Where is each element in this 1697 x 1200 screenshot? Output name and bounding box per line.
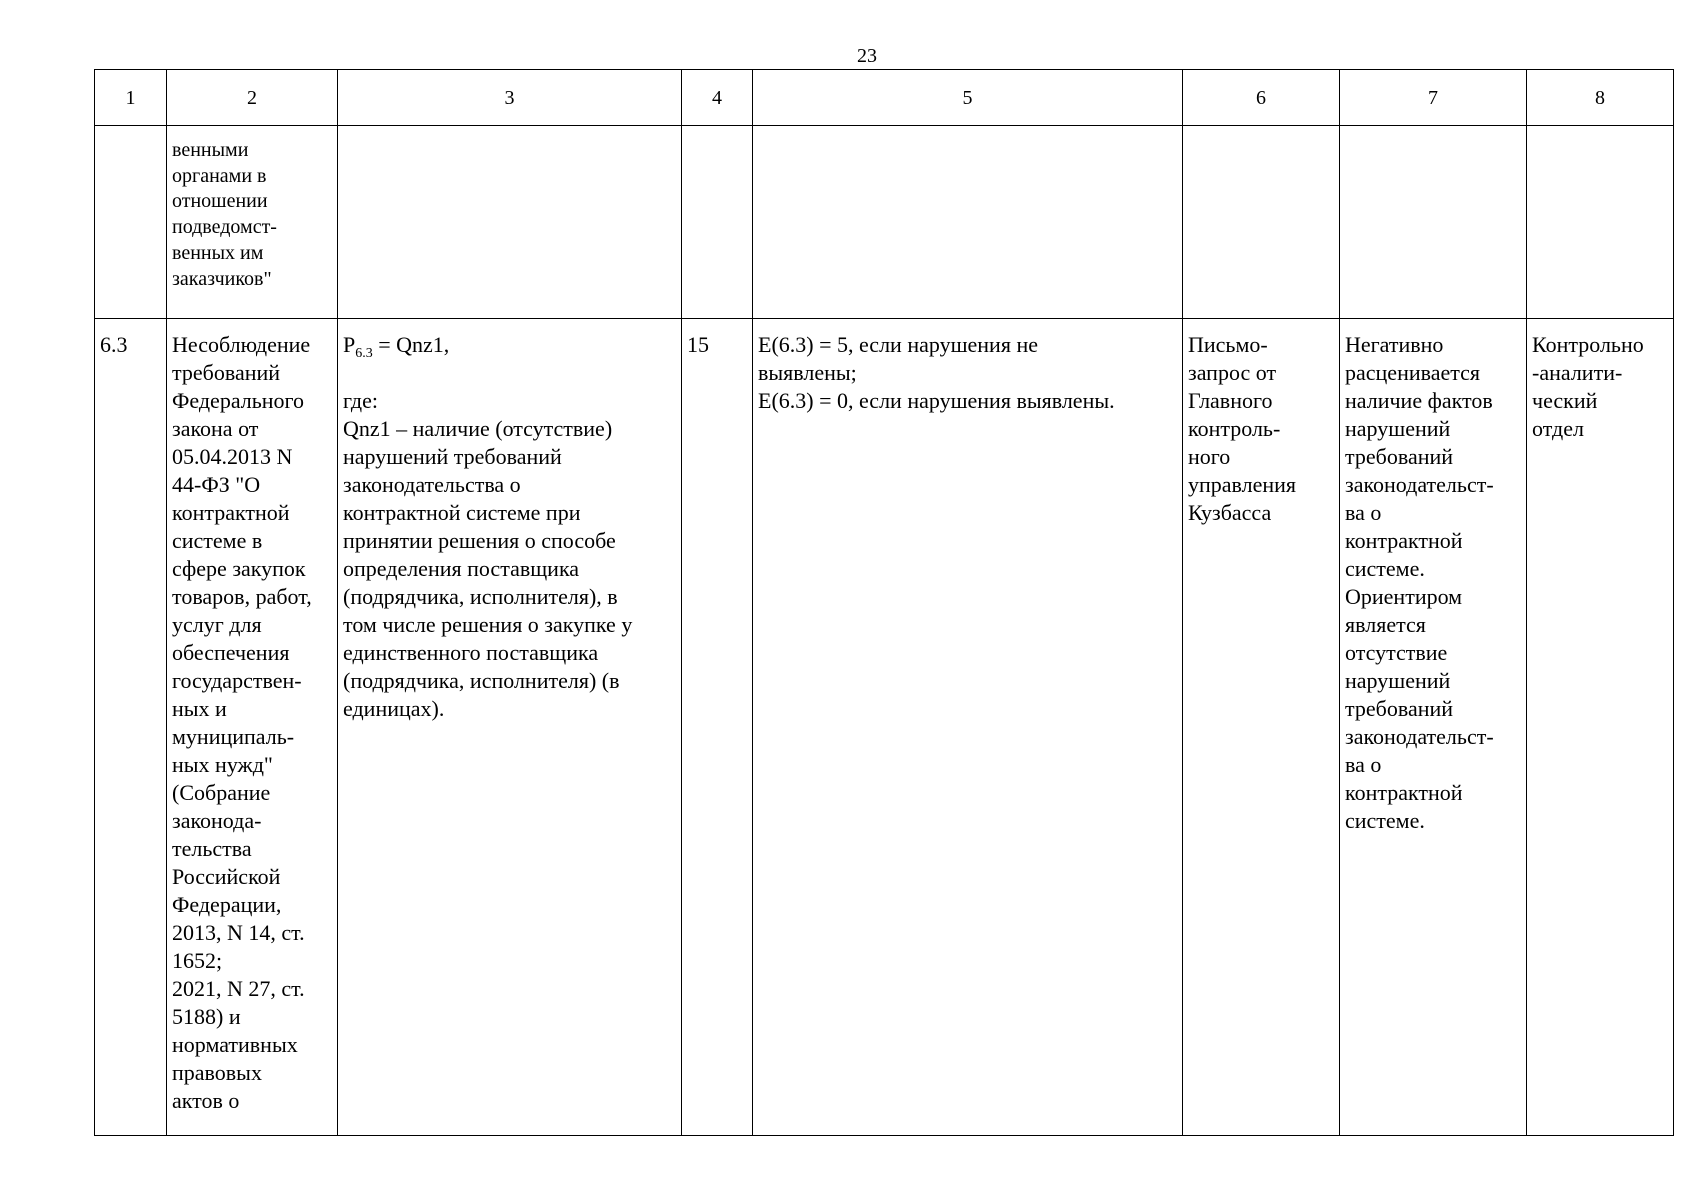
source-cell: Письмо- запрос от Главного контроль- ного управления Кузбасса <box>1183 319 1340 1136</box>
column-header: 6 <box>1183 70 1340 126</box>
responsible-cell: Контрольно -аналити- ческий отдел <box>1527 319 1674 1136</box>
column-header: 4 <box>682 70 753 126</box>
table-cell <box>95 126 167 319</box>
weight-cell: 15 <box>682 319 753 1136</box>
evaluation-cell: E(6.3) = 5, если нарушения не выявлены; E(6.3) = 0, если нарушения выявлены. <box>753 319 1183 1136</box>
table-row-6-3 <box>95 319 1674 1136</box>
table-cell <box>338 126 682 319</box>
table-cell-description-continued: венными органами в отношении подведомст- венных им заказчиков" <box>167 126 338 319</box>
column-header: 7 <box>1340 70 1527 126</box>
table-cell <box>1183 126 1340 319</box>
formula-variable: P <box>343 332 356 357</box>
page-number: 23 <box>857 45 877 67</box>
table-cell <box>1340 126 1527 319</box>
table-cell <box>682 126 753 319</box>
column-header: 5 <box>753 70 1183 126</box>
table-cell <box>1527 126 1674 319</box>
formula-cell <box>338 319 682 1136</box>
formula-subscript: 6.3 <box>355 346 373 361</box>
table-cell <box>753 126 1183 319</box>
table-row-continuation <box>95 126 1674 319</box>
column-header-row <box>95 70 1674 126</box>
formula-expression: = Qnz1, <box>372 332 450 357</box>
column-header: 1 <box>95 70 167 126</box>
formula-explanation: где: Qnz1 – наличие (отсутствие) нарушений требований законодательства о контрактной системе при принятии решения о способе определения поставщика (подрядчика, исполнителя), в том числе решения о закупке у единственного поставщика (подрядчика, исполнителя) (в единицах). <box>343 388 633 721</box>
indicator-table <box>94 69 1674 1136</box>
row-number-cell: 6.3 <box>95 319 167 1136</box>
column-header: 2 <box>167 70 338 126</box>
indicator-description-cell: Несоблюдение требований Федерального закона от 05.04.2013 N 44-ФЗ "О контрактной системе в сфере закупок товаров, работ, услуг для обеспечения государствен- ных и муниципаль- ных нужд" (Собрание законода- тельства Российской Федерации, 2013, N 14, ст. 1652; 2021, N 27, ст. 5188) и нормативных правовых актов о <box>167 319 338 1136</box>
column-header: 3 <box>338 70 682 126</box>
formula-line <box>343 331 676 359</box>
notes-cell: Негативно расценивается наличие фактов нарушений требований законодательст- ва о контрактной системе. Ориентиром является отсутствие нарушений требований законодательст- ва о контрактной системе. <box>1340 319 1527 1136</box>
column-header: 8 <box>1527 70 1674 126</box>
